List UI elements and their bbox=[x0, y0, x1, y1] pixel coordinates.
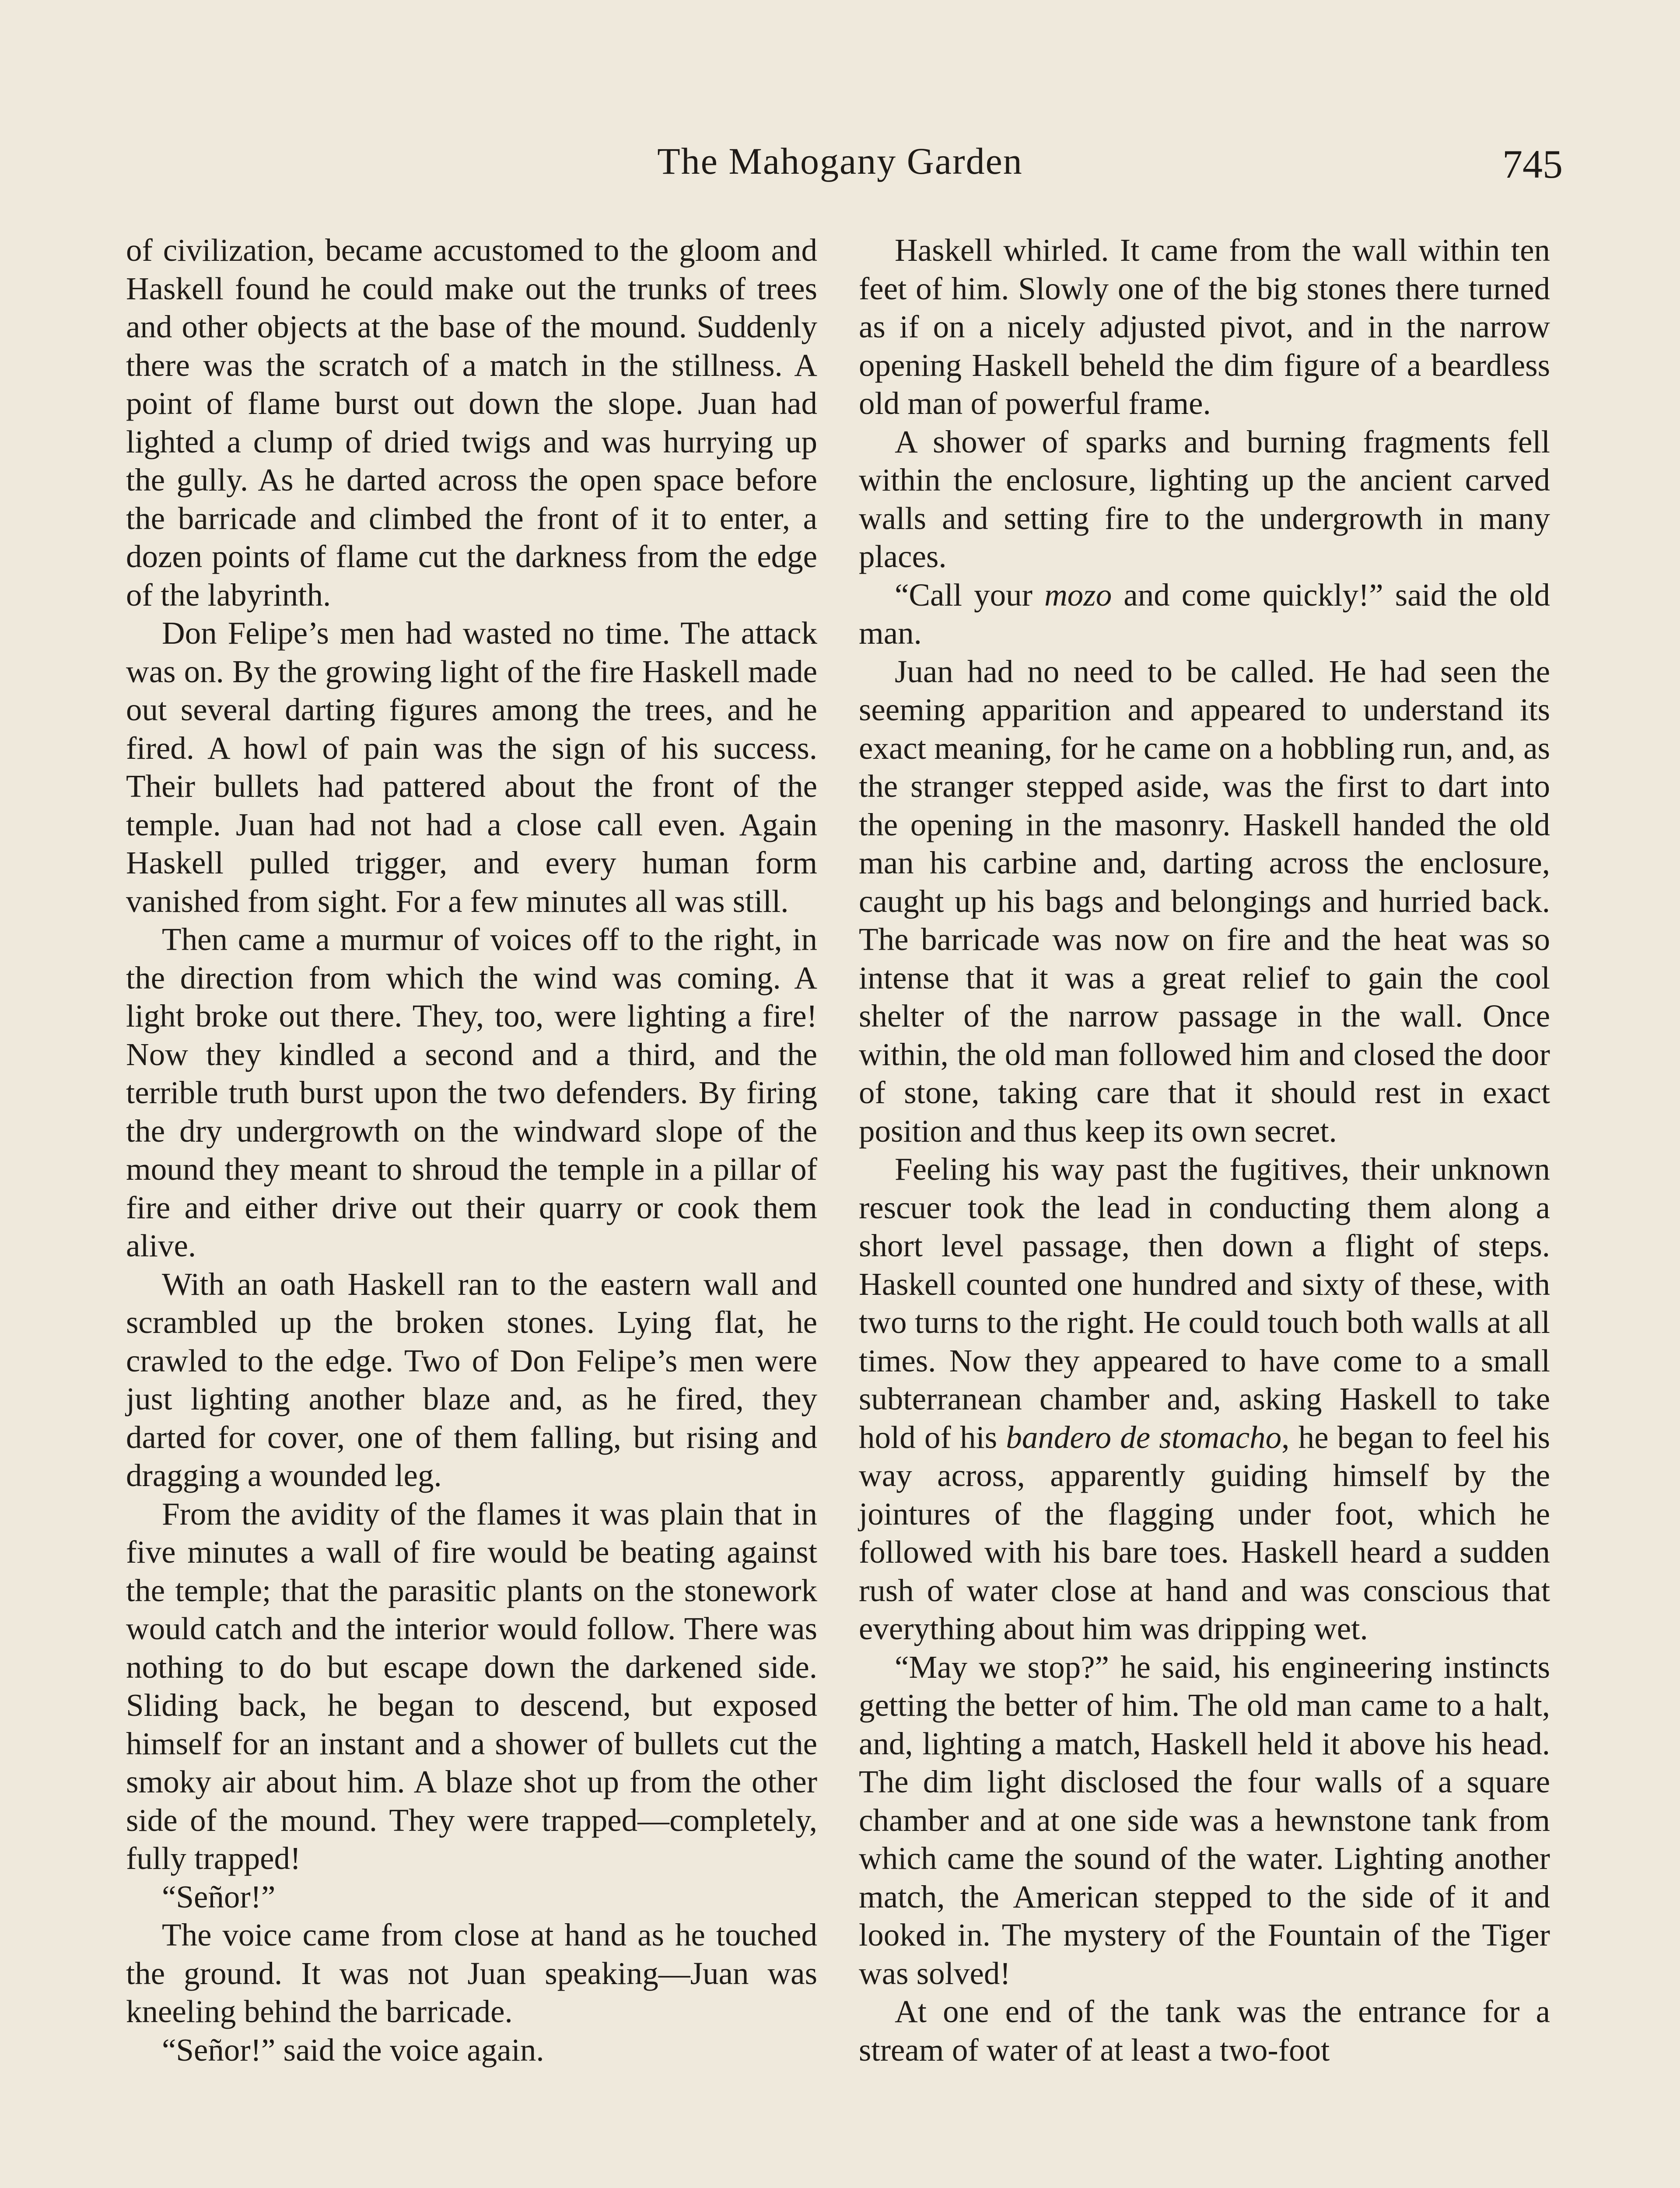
paragraph: At one end of the tank was the entrance for a stream of water of at least a two-foot bbox=[859, 1994, 1550, 2068]
paragraph bbox=[859, 1150, 1550, 1648]
page-number: 745 bbox=[1502, 142, 1563, 186]
text-run: and come quickly!” said the old man. bbox=[859, 577, 1550, 651]
paragraph bbox=[859, 576, 1550, 652]
text-run: “Call your bbox=[895, 577, 1045, 613]
right-column bbox=[859, 231, 1550, 2069]
paragraph: Don Felipe’s men had wasted no time. The attack was on. By the growing light of the fire Haskell made out several darting figures among the trees, and he fired. A howl of pain was the sign of his success. Their bullets had pattered about the front of the temple. Juan had not had a close call even. Again Haskell pulled trigger, and every human form vanished from sight. For a few minutes all was still. bbox=[126, 615, 817, 919]
paragraph: “Señor!” said the voice again. bbox=[162, 2032, 544, 2068]
paragraph: of civilization, became accustomed to the gloom and Haskell found he could make out the trunks of trees and other objects at the base of the mound. Suddenly there was the scratch of a match in the stillness. A point of flame burst out down the slope. Juan had lighted a clump of dried twigs and was hurrying up the gully. As he darted across the open space before the barricade and climbed the front of it to enter, a dozen points of flame cut the darkness from the edge of the labyrinth. bbox=[126, 232, 817, 613]
italic-word: mozo bbox=[1044, 577, 1112, 613]
paragraph: From the avidity of the flames it was plain that in five minutes a wall of fire would be beating against the temple; that the parasitic plants on the stonework would catch and the interior would follow. There was nothing to do but escape down the darkened side. Sliding back, he began to descend, but exposed himself for an instant and a shower of bullets cut the smoky air about him. A blaze shot up from the other side of the mound. They were trapped—completely, fully trapped! bbox=[126, 1496, 817, 1876]
running-title: The Mahogany Garden bbox=[657, 140, 1023, 182]
paragraph: “May we stop?” he said, his engineering instincts getting the better of him. The old man came to a halt, and, lighting a match, Haskell held it above his head. The dim light disclosed the four walls of a square chamber and at one side was a hewnstone tank from which came the sound of the water. Lighting another match, the American stepped to the side of it and looked in. The mystery of the Fountain of the Tiger was solved! bbox=[859, 1649, 1550, 1991]
text-run: Feeling his way past the fugitives, their unknown rescuer took the lead in conducting them along a short level passage, then down a flight of steps. Haskell counted one hundred and sixty of these, with two turns to the right. He could touch both walls at all times. Now they appeared to have come to a small subterranean chamber and, asking Haskell to take hold of his bbox=[859, 1151, 1550, 1455]
paragraph: The voice came from close at hand as he touched the ground. It was not Juan speaking—Juan was kneeling behind the barricade. bbox=[126, 1917, 817, 2029]
left-column bbox=[126, 231, 817, 2069]
paragraph: “Señor!” bbox=[162, 1879, 276, 1914]
italic-phrase: bandero de stomacho bbox=[1006, 1419, 1282, 1455]
page-header bbox=[0, 139, 1680, 192]
text-run: , he began to feel his way across, apparently guiding himself by the jointures of the flagging under foot, which he followed with his bare toes. Haskell heard a sudden rush of water close at hand and was conscious that everything about him was dripping wet. bbox=[859, 1419, 1550, 1646]
paragraph: Then came a murmur of voices off to the right, in the direction from which the wind was coming. A light broke out there. They, too, were lighting a fire! Now they kindled a second and a third, and the terrible truth burst upon the two defenders. By firing the dry undergrowth on the windward slope of the mound they meant to shroud the temple in a pillar of fire and either drive out their quarry or cook them alive. bbox=[126, 922, 817, 1263]
paragraph: With an oath Haskell ran to the eastern wall and scrambled up the broken stones. Lying flat, he crawled to the edge. Two of Don Felipe’s men were just lighting another blaze and, as he fired, they darted for cover, one of them falling, but rising and dragging a wounded leg. bbox=[126, 1266, 817, 1493]
paragraph: A shower of sparks and burning fragments fell within the enclosure, lighting up the ancient carved walls and setting fire to the undergrowth in many places. bbox=[859, 424, 1550, 574]
paragraph: Haskell whirled. It came from the wall within ten feet of him. Slowly one of the big stones there turned as if on a nicely adjusted pivot, and in the narrow opening Haskell beheld the dim figure of a beardless old man of powerful frame. bbox=[859, 232, 1550, 421]
paragraph: Juan had no need to be called. He had seen the seeming apparition and appeared to understand its exact meaning, for he came on a hobbling run, and, as the stranger stepped aside, was the first to dart into the opening in the masonry. Haskell handed the old man his carbine and, darting across the enclosure, caught up his bags and belongings and hurried back. The barricade was now on fire and the heat was so intense that it was a great relief to gain the cool shelter of the narrow passage in the wall. Once within, the old man followed him and closed the door of stone, taking care that it should rest in exact position and thus keep its own secret. bbox=[859, 653, 1550, 1149]
